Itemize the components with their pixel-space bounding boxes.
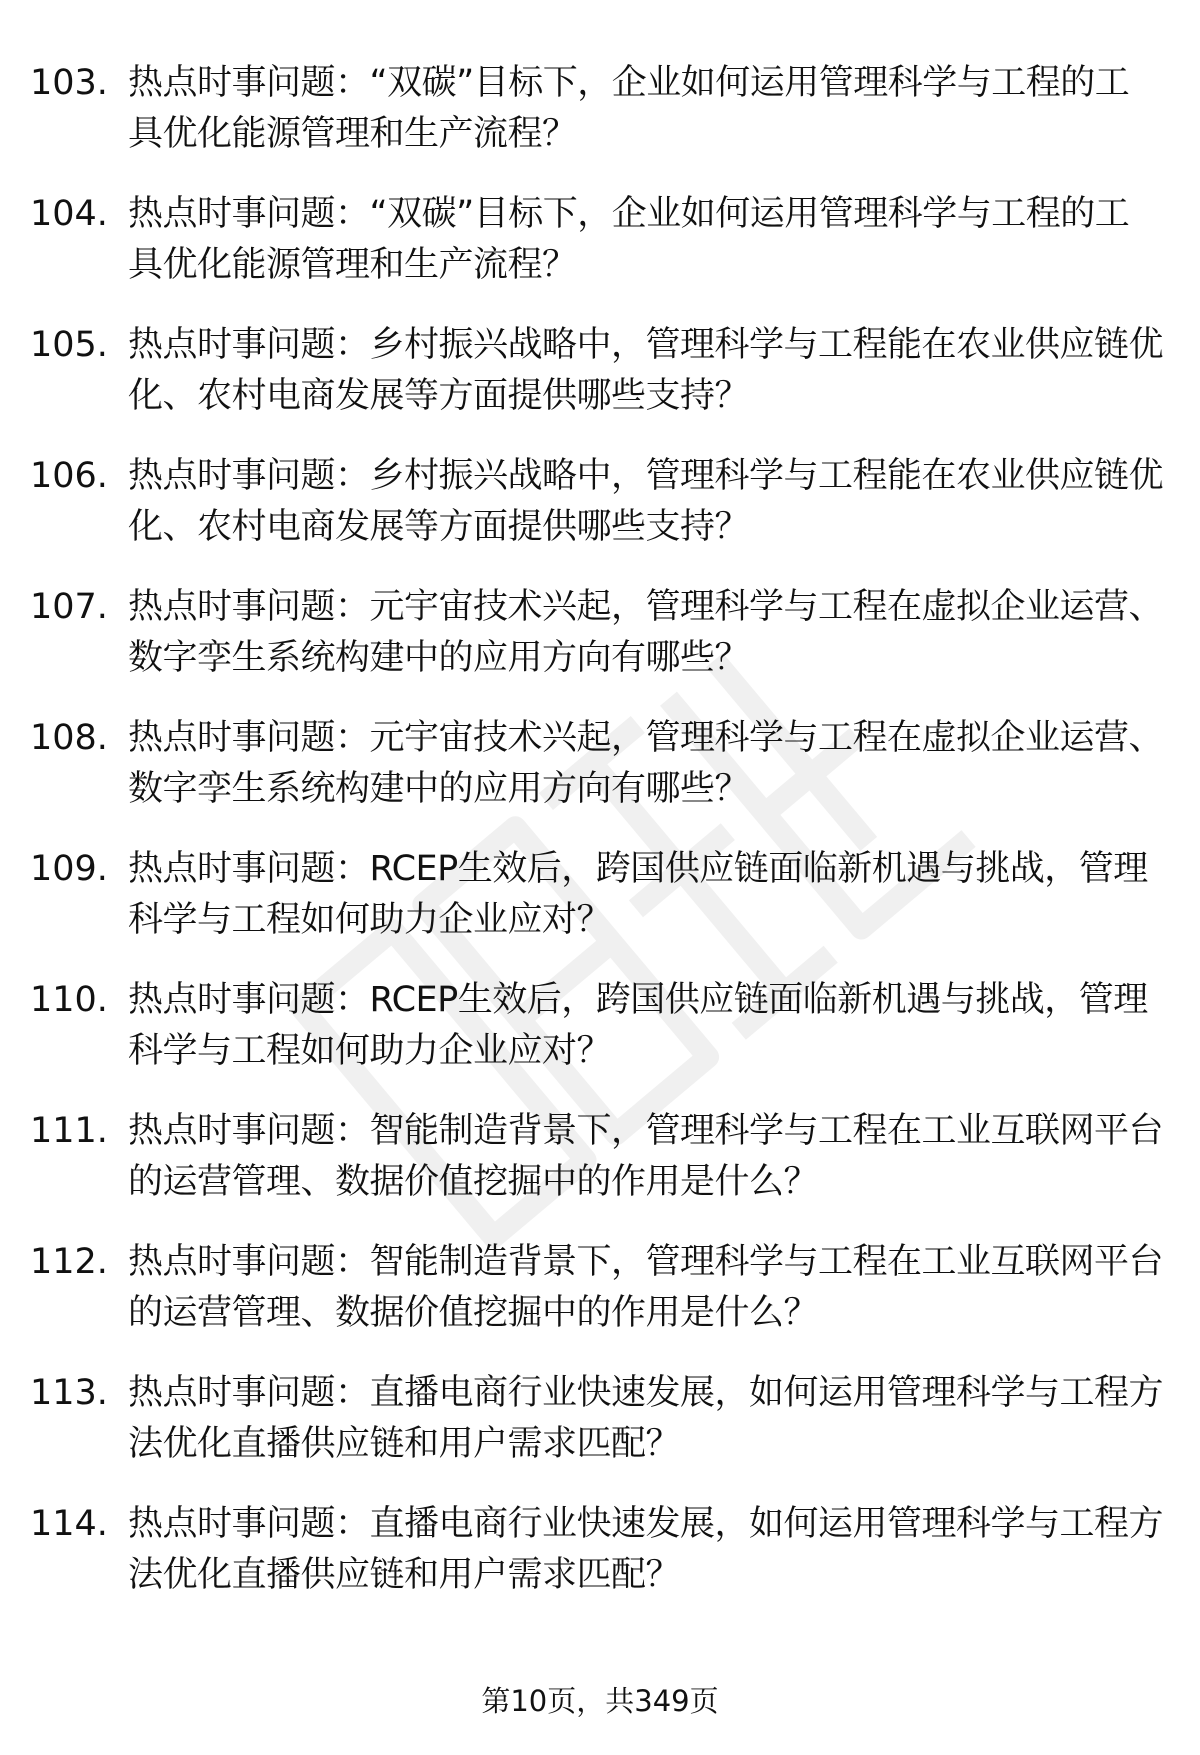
question-text: 热点时事问题：RCEP生效后，跨国供应链面临新机遇与挑战，管理科学与工程如何助力企业应对？ bbox=[128, 849, 1148, 940]
question-text: 热点时事问题：RCEP生效后，跨国供应链面临新机遇与挑战，管理科学与工程如何助力企业应对？ bbox=[128, 980, 1148, 1071]
question-item bbox=[0, 189, 1200, 320]
question-number: 111. bbox=[30, 1111, 108, 1151]
question-text: 热点时事问题：智能制造背景下，管理科学与工程在工业互联网平台的运营管理、数据价值挖掘中的作用是什么？ bbox=[128, 1242, 1164, 1333]
question-number: 109. bbox=[30, 849, 108, 889]
question-text: 热点时事问题：乡村振兴战略中，管理科学与工程能在农业供应链优化、农村电商发展等方面提供哪些支持？ bbox=[128, 456, 1164, 547]
question-item bbox=[0, 844, 1200, 975]
question-text: 热点时事问题：直播电商行业快速发展，如何运用管理科学与工程方法优化直播供应链和用户需求匹配？ bbox=[128, 1373, 1164, 1464]
question-text: 热点时事问题：“双碳”目标下，企业如何运用管理科学与工程的工具优化能源管理和生产流程？ bbox=[128, 63, 1130, 154]
question-number: 104. bbox=[30, 194, 108, 234]
page-number-label: 第10页，共349页 bbox=[481, 1684, 719, 1718]
question-number: 114. bbox=[30, 1504, 108, 1544]
page-footer bbox=[0, 1681, 1200, 1721]
question-text: 热点时事问题：元宇宙技术兴起，管理科学与工程在虚拟企业运营、数字孪生系统构建中的应用方向有哪些？ bbox=[128, 587, 1164, 678]
question-item bbox=[0, 451, 1200, 582]
question-item bbox=[0, 975, 1200, 1106]
question-item bbox=[0, 582, 1200, 713]
question-item bbox=[0, 1368, 1200, 1499]
question-text: 热点时事问题：元宇宙技术兴起，管理科学与工程在虚拟企业运营、数字孪生系统构建中的应用方向有哪些？ bbox=[128, 718, 1164, 809]
question-text: 热点时事问题：乡村振兴战略中，管理科学与工程能在农业供应链优化、农村电商发展等方面提供哪些支持？ bbox=[128, 325, 1164, 416]
question-number: 105. bbox=[30, 325, 108, 365]
question-number: 107. bbox=[30, 587, 108, 627]
question-item bbox=[0, 320, 1200, 451]
question-item bbox=[0, 58, 1200, 189]
question-item bbox=[0, 1499, 1200, 1630]
question-number: 106. bbox=[30, 456, 108, 496]
question-item bbox=[0, 1106, 1200, 1237]
question-number: 112. bbox=[30, 1242, 108, 1282]
question-text: 热点时事问题：直播电商行业快速发展，如何运用管理科学与工程方法优化直播供应链和用户需求匹配？ bbox=[128, 1504, 1164, 1595]
question-item bbox=[0, 1237, 1200, 1368]
question-number: 110. bbox=[30, 980, 108, 1020]
question-text: 热点时事问题：“双碳”目标下，企业如何运用管理科学与工程的工具优化能源管理和生产流程？ bbox=[128, 194, 1130, 285]
question-text: 热点时事问题：智能制造背景下，管理科学与工程在工业互联网平台的运营管理、数据价值挖掘中的作用是什么？ bbox=[128, 1111, 1164, 1202]
question-number: 113. bbox=[30, 1373, 108, 1413]
question-number: 108. bbox=[30, 718, 108, 758]
question-list bbox=[0, 58, 1200, 1630]
question-number: 103. bbox=[30, 63, 108, 103]
question-item bbox=[0, 713, 1200, 844]
